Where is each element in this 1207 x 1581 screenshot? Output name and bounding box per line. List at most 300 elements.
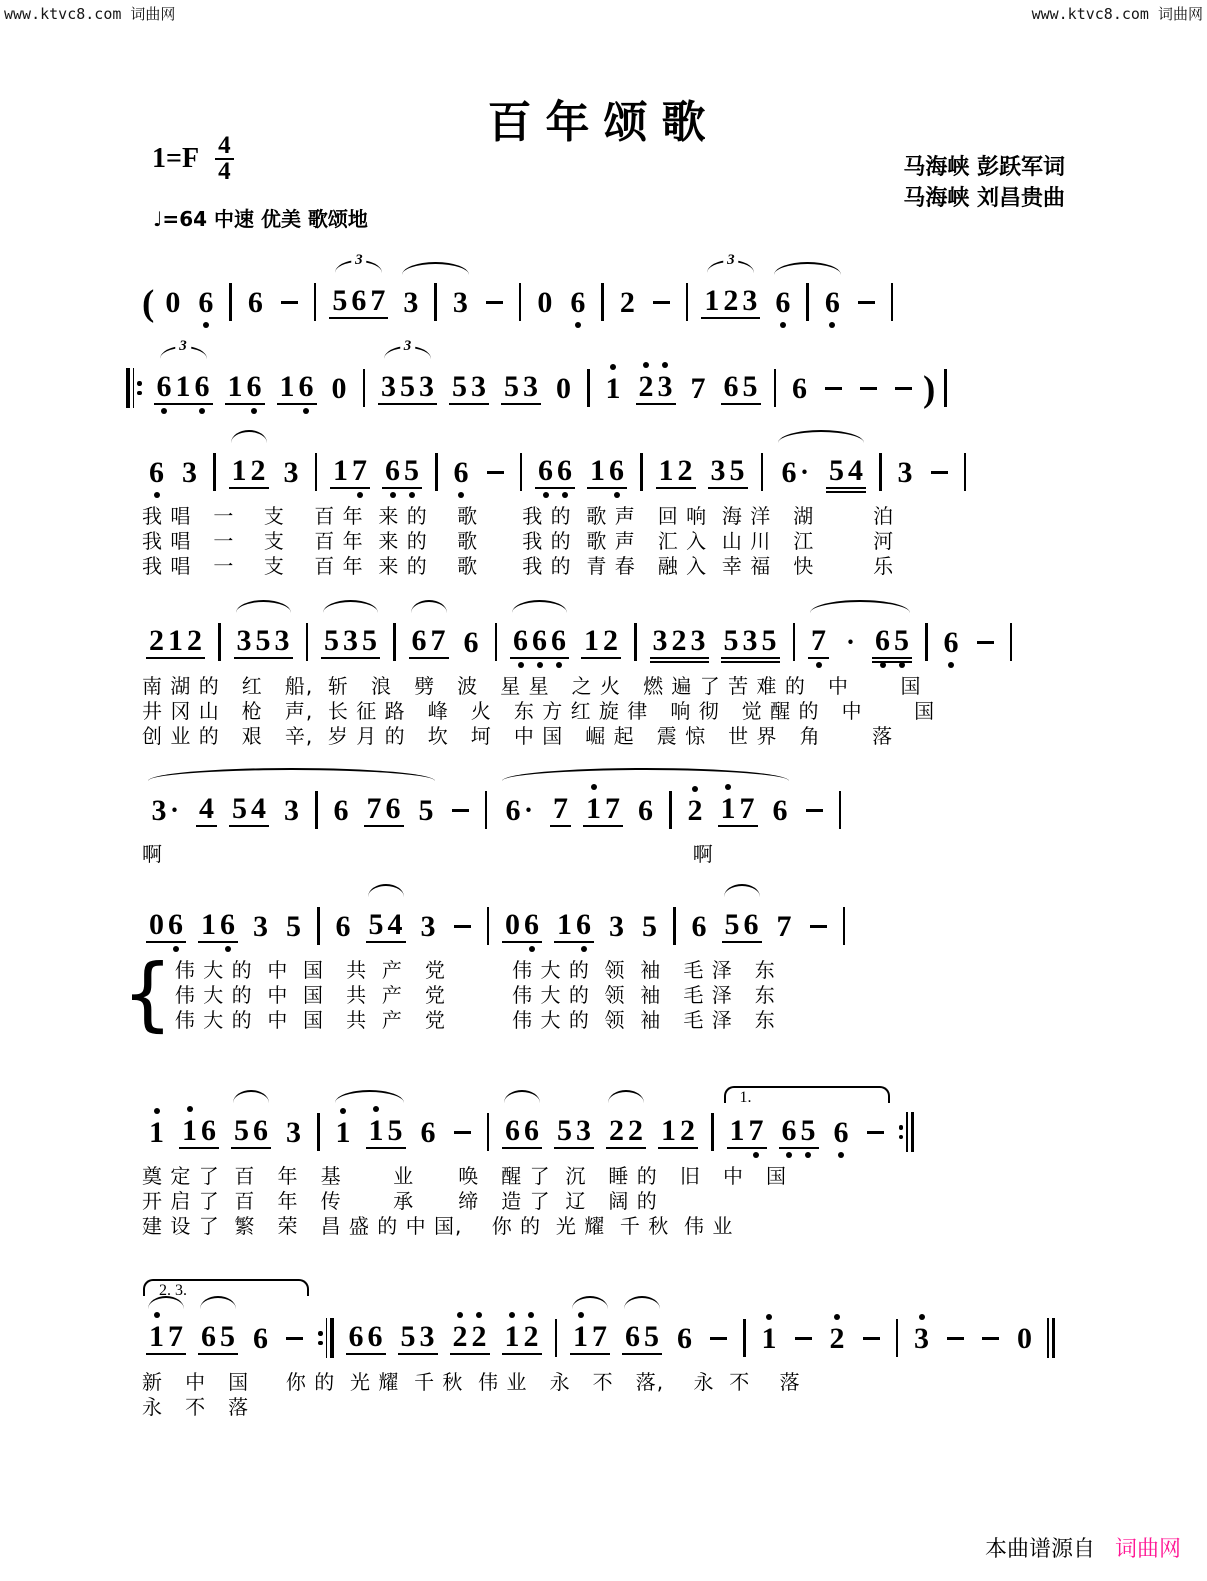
note-group: 6 — [831, 1105, 852, 1160]
note-group: 7 — [550, 781, 571, 838]
wrapped-notes — [148, 359, 219, 416]
lyric-rows — [142, 674, 935, 749]
note-group: 5 3 5 — [721, 613, 780, 670]
barline — [485, 791, 488, 829]
barline — [317, 907, 320, 945]
note-group: 1 2 — [229, 443, 269, 500]
barline — [843, 907, 846, 945]
note-group: 3 · — [151, 794, 179, 827]
note-group: 2 — [827, 1311, 848, 1366]
note-group: 6 · — [505, 794, 533, 827]
notation-line — [120, 330, 1207, 416]
lyric-row: 我 唱 一 支 百 年 来 的 歌 我 的 青 春 融 入 幸 福 快 乐 — [142, 554, 895, 578]
lyric-rows — [175, 958, 776, 1033]
paren: ) — [923, 369, 936, 410]
barline — [317, 1113, 320, 1151]
note-group: 7 — [690, 372, 706, 405]
note-group: 3 5 — [708, 443, 748, 500]
note-group: 2 2 — [450, 1309, 490, 1366]
note-group: 1 — [333, 1105, 354, 1160]
lyric-rows — [142, 1370, 801, 1420]
dash-note — [931, 471, 948, 475]
triplet-mark — [372, 338, 443, 416]
note-group: 5 3 5 — [321, 613, 380, 670]
volta-bracket — [140, 1279, 312, 1366]
wrapped-notes — [766, 275, 849, 330]
note-group: 6 — [247, 286, 263, 319]
barline — [434, 283, 437, 321]
barline — [774, 369, 777, 407]
note-group: 1 7 — [570, 1309, 610, 1366]
composer-credit: 马海峡 刘昌贵曲 — [903, 186, 1065, 211]
note-group: 6 1 6 — [154, 359, 213, 416]
lyricist-credit: 马海峡 彭跃军词 — [903, 155, 1065, 180]
barline — [761, 453, 764, 491]
note-group: 6 — [463, 626, 479, 659]
note-group: 7 — [808, 613, 829, 670]
lyric-row: 创 业 的 艰 辛, 岁 月 的 坎 坷 中 国 崛 起 震 惊 世 界 角 落 — [142, 724, 894, 748]
slur-arc — [766, 262, 849, 330]
meter-numerator: 4 — [215, 134, 234, 160]
barline — [944, 369, 947, 407]
note-group: 1 7 — [330, 443, 370, 500]
barline — [839, 791, 842, 829]
wrapped-notes — [802, 613, 918, 670]
lyric-row: 开 启 了 百 年 传 承 缔 造 了 辽 阔 的 — [142, 1189, 658, 1213]
lyric-rows — [142, 504, 894, 579]
note-group: 2 2 — [606, 1103, 646, 1160]
arc — [774, 262, 841, 275]
lyrics-block — [142, 842, 1207, 867]
dash-note — [863, 1337, 880, 1341]
note-group: 3 — [897, 456, 913, 489]
barline — [487, 1113, 490, 1151]
note-group: 2 — [685, 783, 706, 838]
note-group: 5 3 — [449, 359, 489, 416]
wrapped-notes — [360, 897, 412, 954]
note-group: 3 — [420, 910, 436, 943]
note-group: 6 — [253, 1322, 268, 1355]
arc — [572, 1296, 608, 1309]
note-group: 1 6 — [225, 359, 265, 416]
slur-arc — [192, 1296, 244, 1366]
note-group: 0 6 — [502, 897, 542, 954]
dash-note — [286, 1337, 303, 1341]
note-group: 6 6 — [502, 1103, 542, 1160]
note-group: 6 — [333, 794, 349, 827]
lyrics-block — [142, 674, 1207, 749]
arc — [231, 430, 267, 443]
slur-arc — [564, 1296, 616, 1366]
system — [0, 868, 1207, 1040]
note-group: 6 — [146, 445, 167, 500]
note-group: 1 6 — [587, 443, 627, 500]
wrapped-notes — [192, 1309, 244, 1366]
note-group: 6 — [677, 1322, 692, 1355]
lyric-row: 新 中 国 你 的 光 耀 千 秋 伟 业 永 不 落, 永 不 落 — [142, 1370, 801, 1394]
slur-arc — [140, 768, 443, 838]
notation-line — [140, 868, 1207, 954]
note-group: 5 — [418, 794, 434, 827]
note-group: 5 4 — [826, 443, 866, 500]
note-group: 1 — [759, 1311, 780, 1366]
dash-note — [867, 1131, 884, 1135]
barline — [306, 623, 309, 661]
lyric-row: 永 不 落 — [142, 1395, 250, 1419]
slur-arc — [225, 1090, 277, 1160]
note-group: 6 — [822, 275, 843, 330]
note-group: 5 — [642, 910, 657, 943]
notation-line — [140, 584, 1207, 670]
slur-arc — [403, 600, 455, 670]
arc — [502, 768, 789, 781]
arc — [411, 600, 447, 613]
note-group: 5 4 — [229, 781, 269, 838]
wrapped-notes — [403, 613, 455, 670]
barline — [964, 453, 967, 491]
wrapped-notes — [225, 1103, 277, 1160]
dash-note — [452, 809, 469, 813]
note-group: 3 — [286, 1116, 301, 1149]
slur-arc — [494, 768, 797, 838]
dash-note — [860, 387, 877, 391]
note-group: 6 5 — [779, 1103, 819, 1160]
tempo-marking: ♩=64 中速 优美 歌颂地 — [153, 207, 368, 231]
arc — [624, 1296, 660, 1309]
arc — [810, 600, 910, 613]
arc — [200, 1296, 236, 1309]
wrapped-notes — [228, 613, 299, 670]
lyrics-block — [142, 504, 1207, 579]
note-group: 5 — [286, 910, 301, 943]
barline — [793, 623, 796, 661]
note-group: 5 3 — [501, 359, 541, 416]
lyric-row: 伟 大 的 中 国 共 产 党 伟 大 的 领 袖 毛 泽 东 — [174, 983, 776, 1007]
wrapped-notes — [140, 1309, 192, 1366]
system — [0, 752, 1207, 867]
lyric-row: 我 唱 一 支 百 年 来 的 歌 我 的 歌 声 回 响 海 洋 湖 泊 — [142, 504, 895, 528]
lyric-row: 伟 大 的 中 国 共 产 党 伟 大 的 领 袖 毛 泽 东 — [174, 1008, 776, 1032]
barline — [743, 1319, 746, 1357]
dash-note — [858, 301, 875, 305]
barline — [925, 623, 928, 661]
slur-arc — [802, 600, 918, 670]
note-group: 3 — [911, 1311, 932, 1366]
dash-note — [810, 925, 827, 929]
system — [0, 1074, 1207, 1239]
note-group: 1 6 — [554, 897, 594, 954]
note-group: 0 — [556, 372, 571, 405]
dash-note — [454, 925, 471, 929]
arc — [148, 768, 435, 781]
lyrics-block — [142, 1370, 1207, 1420]
lyric-rows — [142, 1164, 787, 1239]
note-group: 6 — [772, 794, 788, 827]
dash-note — [982, 1337, 999, 1341]
note-group: 6 — [772, 275, 793, 330]
triplet-mark — [323, 252, 394, 330]
slur-arc — [716, 884, 768, 954]
arc — [504, 1090, 540, 1103]
note-group: 7 — [776, 910, 792, 943]
note-group: 0 — [1017, 1322, 1032, 1355]
note-group: 1 2 3 — [701, 273, 760, 330]
note-group: 3 — [609, 910, 624, 943]
note-group: 6 — [335, 910, 351, 943]
barline — [673, 907, 676, 945]
footer-site-link[interactable]: 词曲网 — [1114, 1537, 1181, 1562]
note-group: 1 6 — [198, 897, 238, 954]
notation-line — [140, 244, 1207, 330]
repeat-begin-barline — [126, 368, 142, 408]
song-title: 百年颂歌 — [487, 97, 720, 148]
system — [0, 244, 1207, 330]
dash-note — [487, 471, 504, 475]
barline — [520, 453, 523, 491]
note-group: 1 7 — [583, 781, 623, 838]
note-group: 6 — [691, 910, 707, 943]
note-group: 3 5 3 — [378, 359, 437, 416]
barline — [435, 453, 438, 491]
watermark-top-right: www.ktvc8.com 词曲网 — [1031, 5, 1203, 23]
dash-note — [281, 301, 298, 305]
repeat-end-barline — [899, 1112, 915, 1152]
notation-line — [140, 414, 1207, 500]
slur-arc — [394, 262, 477, 330]
barline — [879, 453, 882, 491]
note-group: 1 7 — [718, 781, 758, 838]
system — [0, 330, 1207, 416]
arc: 3 — [160, 346, 207, 359]
lyric-row: 奠 定 了 百 年 基 业 唤 醒 了 沉 睡 的 旧 中 国 — [142, 1164, 788, 1188]
slur-arc — [315, 600, 386, 670]
dash-note — [977, 641, 994, 645]
arc: 3 — [384, 346, 431, 359]
note-group: 6 6 — [535, 443, 575, 500]
barline — [487, 907, 490, 945]
note-group: 6 — [420, 1116, 436, 1149]
lyrics-brace: { — [122, 946, 173, 1040]
arc — [402, 262, 469, 275]
footer-prefix: 本曲谱源自 — [984, 1537, 1095, 1562]
notation-line — [140, 1280, 1207, 1366]
barline — [686, 283, 689, 321]
arc: 3 — [707, 260, 754, 273]
note-group: 5 4 — [366, 897, 406, 954]
note-group: 6 · — [781, 456, 809, 489]
note-group: 6 5 — [721, 359, 761, 416]
barline — [896, 1319, 899, 1357]
note-group: 6 — [451, 445, 472, 500]
system — [0, 1280, 1207, 1420]
slur-arc — [600, 1090, 652, 1160]
note-group: 3 — [182, 456, 197, 489]
barline — [314, 283, 317, 321]
slur-arc — [770, 430, 872, 500]
barline — [519, 283, 522, 321]
arc — [233, 1090, 269, 1103]
barline — [495, 623, 498, 661]
note-group: 6 5 — [382, 443, 422, 500]
barline — [555, 1319, 558, 1357]
wrapped-notes — [140, 1296, 312, 1366]
lyric-row: 我 唱 一 支 百 年 来 的 歌 我 的 歌 声 汇 入 山 川 江 河 — [142, 529, 895, 553]
wrapped-notes — [327, 1103, 412, 1160]
note-group: 1 2 — [502, 1309, 542, 1366]
note-group: 0 6 — [146, 897, 186, 954]
arc: 1. — [724, 1086, 890, 1103]
note-group: · — [845, 627, 855, 657]
final-barline — [1047, 1318, 1055, 1358]
lyric-row: 井 冈 山 枪 声, 长 征 路 峰 火 东 方 红 旋 律 响 彻 觉 醒 的 中 国 — [142, 699, 936, 723]
wrapped-notes — [323, 273, 394, 330]
slur-arc — [228, 600, 299, 670]
dash-note — [710, 1337, 727, 1341]
note-group: 6 5 — [198, 1309, 238, 1366]
note-group: 3 — [253, 910, 268, 943]
note-group: 5 3 — [554, 1103, 594, 1160]
key-tonic: 1=F — [152, 143, 200, 174]
barline — [315, 791, 318, 829]
note-group: 6 — [638, 794, 653, 827]
note-group: 1 2 — [658, 1103, 698, 1160]
note-group: 1 6 — [179, 1103, 219, 1160]
note-group: 4 — [196, 781, 217, 838]
wrapped-notes — [504, 613, 575, 670]
note-group: 3 — [284, 794, 299, 827]
note-group: 6 6 6 — [510, 613, 569, 670]
note-group: 6 7 — [409, 613, 449, 670]
lyric-row: 南 湖 的 红 船, 斩 浪 劈 波 星 星 之 火 燃 遍 了 苦 难 的 中 国 — [142, 674, 922, 698]
barline — [640, 453, 643, 491]
lyric-row: 啊 啊 — [142, 842, 714, 866]
note-group: 3 — [452, 286, 468, 319]
dash-note — [454, 1131, 471, 1135]
arc — [608, 1090, 644, 1103]
dash-note — [795, 1337, 812, 1341]
wrapped-notes — [223, 443, 275, 500]
wrapped-notes — [140, 781, 443, 838]
wrapped-notes — [494, 781, 797, 838]
barline — [669, 791, 672, 829]
wrapped-notes — [695, 273, 766, 330]
system — [0, 584, 1207, 749]
triplet-mark — [695, 252, 766, 330]
arc — [724, 884, 760, 897]
note-group: 2 — [619, 286, 635, 319]
barline — [315, 453, 318, 491]
dash-note — [653, 301, 670, 305]
note-group: 0 — [537, 286, 553, 319]
arc — [323, 600, 378, 613]
note-group: 3 — [403, 286, 419, 319]
note-group: 2 3 — [636, 359, 676, 416]
barline — [806, 283, 809, 321]
dash-note — [895, 387, 912, 391]
barline — [601, 283, 604, 321]
slur-arc — [140, 1296, 192, 1366]
wrapped-notes — [616, 1309, 668, 1366]
barline — [218, 623, 221, 661]
barline — [213, 453, 216, 491]
paren: ( — [142, 283, 155, 324]
note-group: 6 6 — [346, 1309, 386, 1366]
triplet-mark — [148, 338, 219, 416]
dash-note — [486, 301, 503, 305]
slur-arc — [616, 1296, 668, 1366]
dash-note — [825, 387, 842, 391]
dash-note — [947, 1337, 964, 1341]
slur-arc — [223, 430, 275, 500]
note-group: 2 1 2 — [146, 613, 205, 670]
dash-note — [806, 809, 823, 813]
wrapped-notes — [372, 359, 443, 416]
wrapped-notes — [716, 897, 768, 954]
wrapped-notes — [496, 1103, 548, 1160]
arc: 2. 3. — [143, 1279, 309, 1296]
note-group: 1 5 — [366, 1103, 406, 1160]
note-group: 5 6 7 — [329, 273, 388, 330]
slur-arc — [327, 1090, 412, 1160]
note-group: 3 2 3 — [650, 613, 709, 670]
wrapped-notes — [721, 1103, 893, 1160]
system — [0, 414, 1207, 579]
note-group: 0 — [165, 286, 181, 319]
arc — [335, 1090, 404, 1103]
note-group: 1 6 — [277, 359, 317, 416]
note-group: 3 5 3 — [234, 613, 293, 670]
note-group: 5 3 — [398, 1309, 438, 1366]
lyrics-block — [122, 946, 1207, 1040]
arc — [778, 430, 864, 443]
key-signature — [152, 134, 234, 184]
lyric-row: 伟 大 的 中 国 共 产 党 伟 大 的 领 袖 毛 泽 东 — [174, 958, 776, 982]
barline — [587, 369, 590, 407]
notation-line — [140, 752, 1207, 838]
slur-arc — [496, 1090, 548, 1160]
note-group: 6 — [567, 275, 588, 330]
barline — [634, 623, 637, 661]
lyrics-block — [142, 1164, 1207, 1239]
time-signature — [215, 134, 234, 184]
slur-arc — [360, 884, 412, 954]
barline — [711, 1113, 714, 1151]
arc — [368, 884, 404, 897]
arc — [512, 600, 567, 613]
note-group: 7 6 — [364, 781, 404, 838]
watermark-top-left: www.ktvc8.com 词曲网 — [4, 5, 176, 23]
note-group: 5 6 — [231, 1103, 271, 1160]
note-group: 6 5 — [872, 613, 912, 670]
note-group: 1 2 — [656, 443, 696, 500]
note-group: 6 5 — [622, 1309, 662, 1366]
note-group: 6 — [792, 372, 807, 405]
note-group: 1 — [603, 361, 624, 416]
note-group: 5 6 — [722, 897, 762, 954]
arc: 3 — [335, 260, 382, 273]
note-group: 1 — [146, 1105, 167, 1160]
wrapped-notes — [394, 275, 477, 330]
source-footer — [985, 1532, 1181, 1563]
meter-denominator: 4 — [218, 158, 231, 185]
lyric-rows — [142, 842, 714, 867]
barline — [393, 623, 396, 661]
wrapped-notes — [315, 613, 386, 670]
lyric-row: 建 设 了 繁 荣 昌 盛 的 中 国, 你 的 光 耀 千 秋 伟 业 — [142, 1214, 734, 1238]
repeat-end-barline — [318, 1318, 334, 1358]
wrapped-notes — [600, 1103, 652, 1160]
volta-bracket — [721, 1086, 893, 1160]
